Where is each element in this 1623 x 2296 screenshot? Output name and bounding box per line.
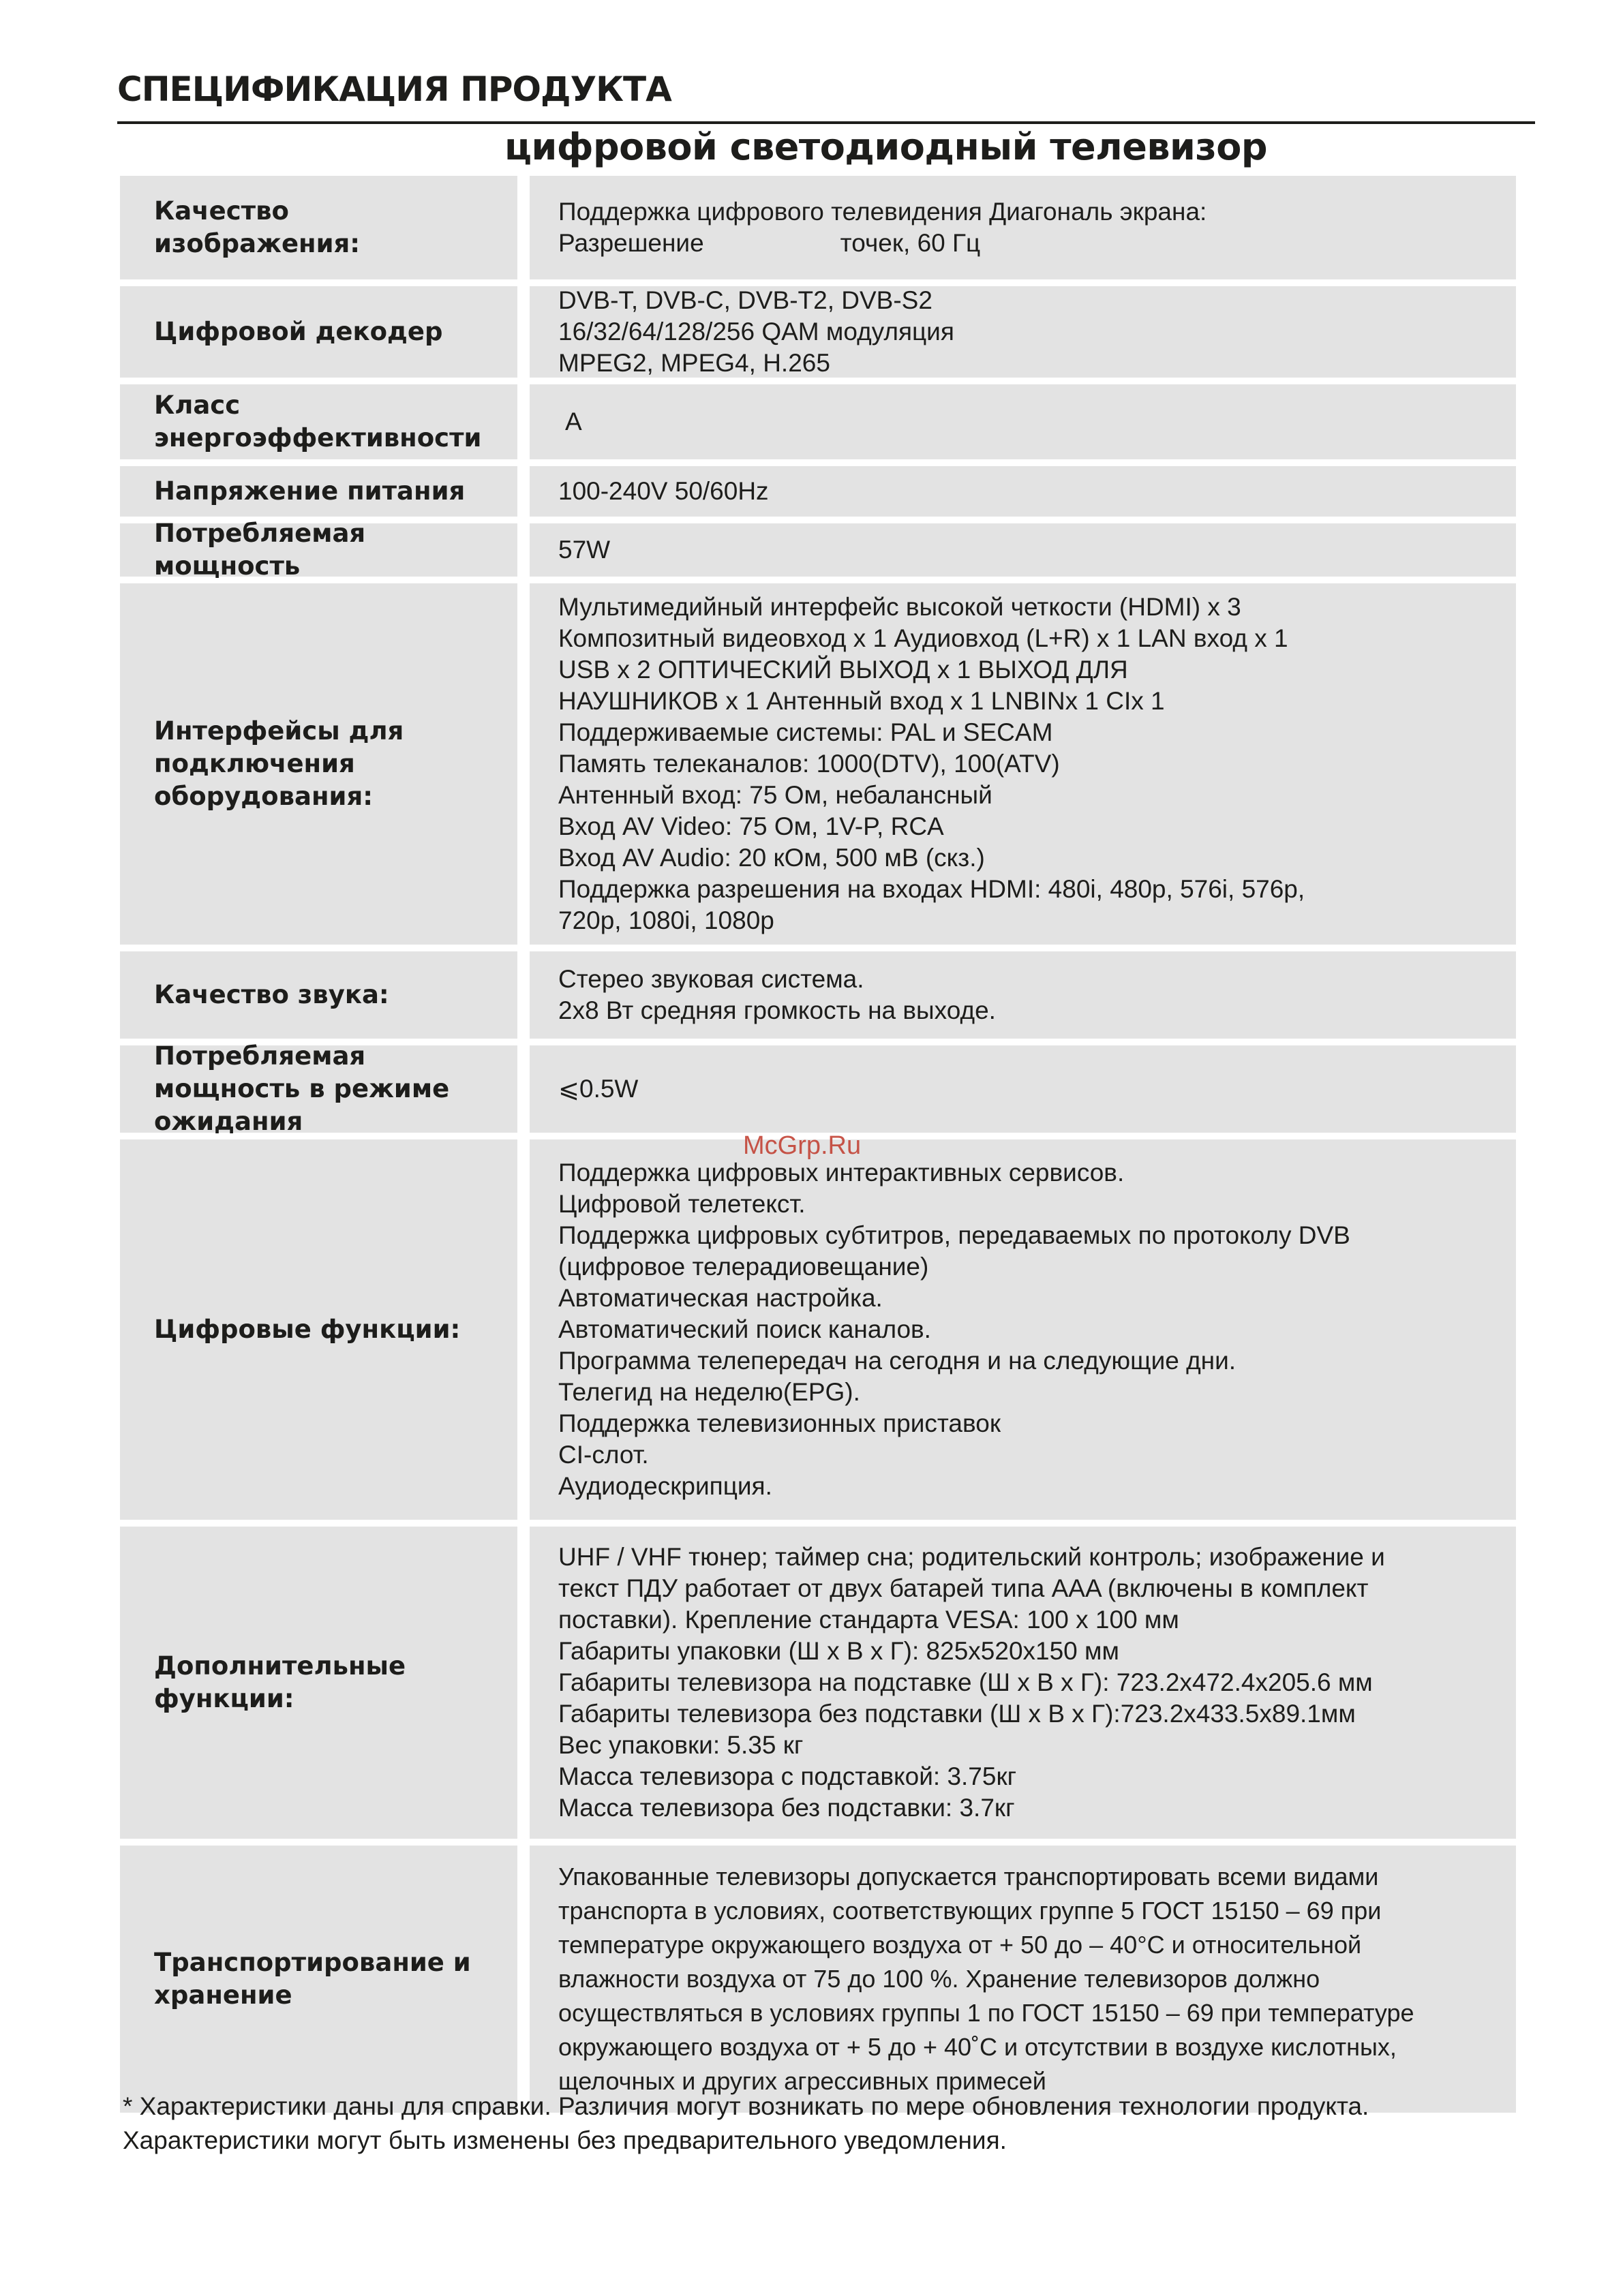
spec-value-line: Цифровой телетекст. (558, 1190, 806, 1218)
spec-value-line: ⩽0.5W (558, 1075, 639, 1103)
spec-row-energy-class (120, 384, 1516, 459)
spec-value (530, 176, 1516, 279)
spec-value-line: влажности воздуха от 75 до 100 %. Хранение телевизоров должно (558, 1965, 1320, 1993)
spec-value-line: Поддержка цифровых интерактивных сервисов. (558, 1159, 1125, 1187)
spec-label: Дополнительные функции: (120, 1527, 517, 1839)
spec-value-line: Масса телевизора с подставкой: 3.75кг (558, 1762, 1017, 1790)
footnote-line: Характеристики могут быть изменены без предварительного уведомления. (123, 2126, 1007, 2154)
spec-value-line: USB x 2 ОПТИЧЕСКИЙ ВЫХОД x 1 ВЫХОД ДЛЯ (558, 656, 1128, 684)
spec-value (530, 1045, 1516, 1133)
spec-value (530, 1527, 1516, 1839)
spec-row-transport-storage (120, 1846, 1516, 2113)
spec-value-line: Поддержка цифровых субтитров, передаваемых по протоколу DVB (558, 1221, 1350, 1249)
spec-value-line: окружающего воздуха от + 5 до + 40˚С и отсутствии в воздухе кислотных, (558, 2033, 1397, 2061)
spec-value-line: осуществляться в условиях группы 1 по ГОСТ 15150 – 69 при температуре (558, 1999, 1414, 2027)
spec-value-line: Телегид на неделю(EPG). (558, 1378, 860, 1406)
spec-value (530, 1846, 1516, 2113)
spec-value-line: DVB-T, DVB-C, DVB-T2, DVB-S2 (558, 286, 932, 314)
spec-value-line: Габариты телевизора на подставке (Ш x В x Г): 723.2x472.4x205.6 мм (558, 1668, 1373, 1696)
spec-value-line: Композитный видеовход x 1 Аудиовход (L+R) x 1 LAN вход x 1 (558, 624, 1288, 652)
spec-value (530, 1139, 1516, 1520)
spec-value-line: Вес упаковки: 5.35 кг (558, 1731, 804, 1759)
spec-value-line: Вход AV Video: 75 Ом, 1V-P, RCA (558, 812, 944, 840)
spec-value-line: текст ПДУ работает от двух батарей типа AAA (включены в комплект (558, 1574, 1369, 1602)
spec-value (530, 286, 1516, 378)
spec-row-interfaces (120, 583, 1516, 945)
spec-value-line: Автоматическая настройка. (558, 1284, 883, 1312)
spec-value-line: Поддержка цифрового телевидения Диагональ экрана: (558, 198, 1207, 226)
spec-value-line: Стерео звуковая система. (558, 965, 864, 993)
spec-label: Цифровые функции: (120, 1139, 517, 1520)
spec-row-power (120, 519, 1516, 581)
spec-value-line: Габариты упаковки (Ш x В x Г): 825x520x150 мм (558, 1637, 1119, 1665)
spec-label: Напряжение питания (120, 466, 517, 517)
spec-value-line: 2x8 Вт средняя громкость на выходе. (558, 996, 996, 1024)
spec-value-line: Масса телевизора без подставки: 3.7кг (558, 1794, 1015, 1822)
spec-row-voltage (120, 466, 1516, 517)
spec-value-line: 100-240V 50/60Hz (558, 477, 769, 505)
spec-value (530, 951, 1516, 1039)
page-title: СПЕЦИФИКАЦИЯ ПРОДУКТА (117, 70, 671, 109)
spec-value (530, 384, 1516, 459)
spec-value-line: щелочных и других агрессивных примесей (558, 2067, 1046, 2095)
spec-value-line: Поддержка разрешения на входах HDMI: 480i, 480p, 576i, 576p, (558, 875, 1305, 903)
page-subtitle: цифровой светодиодный телевизор (504, 125, 1267, 168)
spec-value-line: A (565, 408, 582, 435)
spec-value-line: Вход AV Audio: 20 кОм, 500 мВ (скз.) (558, 844, 985, 872)
spec-value (530, 583, 1516, 945)
spec-value-line: 720p, 1080i, 1080p (558, 906, 774, 934)
spec-value-line: 16/32/64/128/256 QAM модуляция (558, 318, 954, 346)
spec-label: Качество изображения: (120, 176, 517, 279)
spec-value (530, 466, 1516, 517)
spec-value-line: UHF / VHF тюнер; таймер сна; родительский контроль; изображение и (558, 1543, 1385, 1571)
spec-value-line: температуре окружающего воздуха от + 50 до – 40°С и относительной (558, 1931, 1362, 1959)
spec-label: Качество звука: (120, 951, 517, 1039)
spec-value-line: Разрешение (558, 229, 704, 257)
spec-value (530, 523, 1516, 577)
spec-value-line: Память телеканалов: 1000(DTV), 100(ATV) (558, 750, 1060, 778)
spec-label: Цифровой декодер (120, 286, 517, 378)
spec-value-line: Антенный вход: 75 Ом, небалансный (558, 781, 992, 809)
spec-value-line: Мультимедийный интерфейс высокой четкости (HDMI) x 3 (558, 593, 1241, 621)
spec-row-sound (120, 951, 1516, 1039)
spec-row-decoder (120, 286, 1516, 378)
spec-value-line: CI-слот. (558, 1441, 649, 1469)
spec-value-line: (цифровое телерадиовещание) (558, 1253, 929, 1281)
spec-value-line: Габариты телевизора без подставки (Ш x В x Г):723.2x433.5x89.1мм (558, 1700, 1356, 1728)
footnote-line: * Характеристики даны для справки. Различия могут возникать по мере обновления технологии продукта. (123, 2092, 1369, 2120)
title-divider (117, 121, 1535, 124)
spec-label: Интерфейсы для подключения оборудования: (120, 583, 517, 945)
spec-label: Потребляемая мощность (120, 523, 517, 577)
spec-value-line: НАУШНИКОВ x 1 Антенный вход x 1 LNBINx 1 CIx 1 (558, 687, 1165, 715)
spec-value-line: Аудиодескрипция. (558, 1472, 772, 1500)
spec-row-picture (120, 176, 1516, 279)
spec-label: Транспортирование и хранение (120, 1846, 517, 2113)
spec-value-line: транспорта в условиях, соответствующих группе 5 ГОСТ 15150 – 69 при (558, 1897, 1382, 1925)
footnote (123, 2090, 1369, 2158)
spec-value-line: Поддерживаемые системы: PAL и SECAM (558, 718, 1053, 746)
spec-value-line: Автоматический поиск каналов. (558, 1315, 931, 1343)
spec-label: Класс энергоэффективности (120, 384, 517, 459)
watermark: McGrp.Ru (743, 1131, 862, 1160)
spec-value-line: поставки). Крепление стандарта VESA: 100 x 100 мм (558, 1606, 1179, 1634)
spec-value-line: точек, 60 Гц (840, 229, 981, 257)
spec-row-additional-functions (120, 1527, 1516, 1839)
spec-label: Потребляемая мощность в режиме ожидания (120, 1045, 517, 1133)
spec-row-digital-functions (120, 1139, 1516, 1520)
spec-value-line: Программа телепередач на сегодня и на следующие дни. (558, 1347, 1237, 1375)
spec-value-line: Упакованные телевизоры допускается транспортировать всеми видами (558, 1863, 1379, 1891)
spec-value-line: Поддержка телевизионных приставок (558, 1409, 1001, 1437)
spec-value-line: 57W (558, 536, 611, 564)
spec-row-standby (120, 1041, 1516, 1136)
spec-value-line: MPEG2, MPEG4, H.265 (558, 349, 830, 377)
